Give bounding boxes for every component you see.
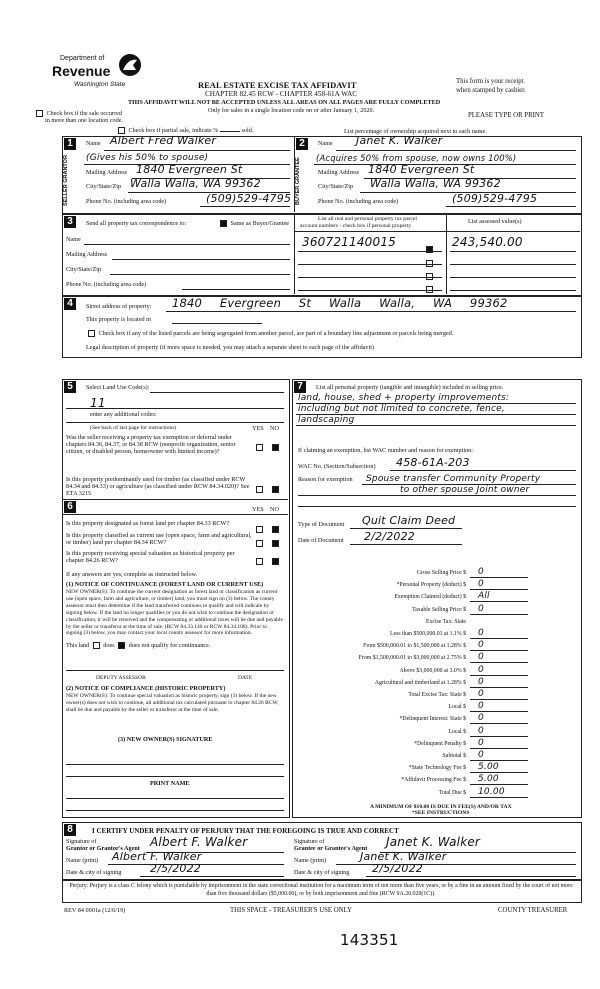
dept-line1: Department of (60, 55, 105, 62)
tax-row-label: *Delinquent Penalty $ (414, 740, 466, 747)
buyer-phone-label: Phone No. (including area code) (318, 198, 399, 205)
grantor-print-label: Name (print) (66, 857, 99, 864)
section-5-number: 5 (64, 381, 76, 393)
grantee-print-label: Name (print) (294, 857, 327, 864)
minimum-due: A MINIMUM OF $10.00 IS DUE IN FEE(S) AND/OR TAX (370, 804, 512, 810)
dept-line3: Washington State (74, 81, 126, 88)
seller-address-label: Mailing Address (86, 169, 128, 176)
list-pct-note: List percentage of ownership acquired next to each name. (344, 128, 487, 135)
wac-value[interactable]: 458-61A-203 (396, 456, 470, 469)
seller-name-note: (Gives his 50% to spouse) (86, 153, 209, 163)
s5-q2-no[interactable] (270, 480, 281, 498)
multi-location-label-1: Check box if the sale occurred (46, 110, 122, 117)
does-not-checkbox[interactable] (118, 642, 125, 649)
tax-row-label: Total Excise Tax: State $ (408, 692, 466, 698)
s3-name-label: Name (66, 236, 81, 243)
s6-q2-yes[interactable] (254, 534, 265, 552)
located-in-label: This property is located in (86, 316, 151, 323)
tax-row-value[interactable]: 10.00 (478, 786, 505, 797)
see-back-label: (See back of last page for instructions) (90, 425, 177, 431)
s6-no: NO (270, 506, 279, 513)
tax-row-label: *Personal Property (deduct) $ (396, 582, 466, 589)
personal-prop-line-1[interactable]: land, house, shed + property improvements: (298, 393, 510, 403)
wac-label: WAC No. (Section/Subsection) (298, 463, 376, 470)
county-treasurer: COUNTY TREASURER (498, 907, 568, 914)
parcels-head-1: List all real and personal property tax parcel (318, 216, 417, 222)
tax-row-label: Subtotal $ (442, 753, 466, 759)
tax-row-label: *State Technology Fee $ (408, 765, 466, 772)
tax-row-value[interactable]: 0 (478, 725, 484, 736)
personal-prop-label: List all personal property (tangible and intangible) included in selling price. (316, 384, 504, 391)
please-type: PLEASE TYPE OR PRINT (468, 112, 544, 119)
grantor-print-value[interactable]: Albert F. Walker (112, 850, 202, 863)
seller-address-value[interactable]: 1840 Evergreen St (136, 163, 243, 176)
seller-city-value[interactable]: Walla Walla, WA 99362 (130, 177, 261, 190)
treasurer-only: THIS SPACE - TREASURER'S USE ONLY (230, 907, 352, 914)
s6-yes: YES (252, 506, 264, 513)
form-rev: REV 84 0001a (12/6/19) (64, 907, 126, 914)
parcels-head-2: account numbers - check box if personal property (300, 223, 412, 229)
land-use-label: Select Land Use Code(s): (86, 384, 150, 391)
legal-label: Legal description of property (if more space is needed, you may attach a separate sheet to each page of the affidavit) (86, 344, 374, 351)
tax-row-value[interactable]: 5.00 (478, 762, 499, 773)
tax-row-label: *Delinquent Interest: State $ (399, 716, 466, 723)
s3-city-label: City/State/Zip (66, 266, 102, 273)
tax-row-value[interactable]: 0 (478, 652, 484, 663)
buyer-name-value[interactable]: Janet K. Walker (356, 134, 443, 147)
grantor-date-value[interactable]: 2/5/2022 (150, 862, 202, 875)
buyer-side-label: BUYER GRANTEE (295, 157, 301, 205)
buyer-address-label: Mailing Address (318, 169, 360, 176)
doc-date-value[interactable]: 2/2/2022 (364, 530, 416, 543)
seller-phone-value[interactable]: (509)529-4795 (206, 192, 292, 205)
additional-codes-label: enter any additional codes: (90, 411, 157, 418)
revenue-logo (52, 53, 142, 93)
section-7-number: 7 (294, 381, 306, 393)
this-land-label: This land (66, 642, 90, 649)
grantee-date-label: Date & city of signing (294, 869, 350, 876)
s6-q3: Is this property receiving special valuation as historical property per chapter 84.26 RCW? (66, 550, 235, 565)
seller-side-label: SELLER GRANTOR (63, 155, 69, 207)
personal-prop-line-3[interactable]: landscaping (298, 415, 355, 425)
land-use-value[interactable]: 11 (90, 396, 106, 410)
grantee-print-value[interactable]: Janet K. Walker (360, 850, 447, 863)
seller-city-label: City/State/Zip (86, 183, 122, 190)
s5-q1-no[interactable] (270, 438, 281, 456)
multi-location-label-2: in more than one location code. (45, 117, 124, 124)
buyer-name-note: (Acquires 50% from spouse, now owns 100%) (316, 153, 517, 163)
tax-row-value[interactable]: 0 (478, 567, 484, 577)
compliance-text: NEW OWNER(S): To continue special valuation as historic property, sign (3) below. If the new owner(s) does not wish to continue, all additional tax calculated pursuant to chapter 84.26 RCW, shall be due and payable by the seller or transferor at the time of sale. (66, 693, 279, 713)
deputy-date-label: DATE (238, 675, 253, 681)
tax-row-value[interactable]: 0 (478, 664, 484, 675)
does-checkbox[interactable] (93, 642, 100, 649)
street-value[interactable]: 1840 Evergreen St Walla Walla, WA 99362 (172, 296, 508, 310)
continuance-choice (66, 642, 210, 650)
sig-grantee-label-1: Signature of (294, 838, 325, 845)
segregated-checkbox[interactable] (88, 330, 95, 337)
only-sales-line: Only for sales in a single location code on or after January 1, 2020. (208, 107, 375, 114)
s5-no: NO (270, 425, 279, 432)
tax-row-value[interactable]: 0 (478, 713, 484, 724)
certify-line: I CERTIFY UNDER PENALTY OF PERJURY THAT THE FOREGOING IS TRUE AND CORRECT (92, 827, 399, 835)
tax-row-label: From $500,000.01 to $1,500,000 at 1.28% $ (363, 643, 466, 650)
tax-row-label: Less than $500,000.01 at 1.1% $ (390, 631, 466, 637)
print-name-label: PRINT NAME (150, 780, 190, 787)
sig-grantee-label-2: Grantee or Grantee's Agent (294, 845, 368, 852)
assessed-value[interactable]: 243,540.00 (452, 235, 523, 249)
receipt-note-1: This form is your receipt (456, 78, 524, 85)
s5-q2-yes[interactable] (254, 480, 265, 498)
sig-grantor-label-2: Grantor or Grantor's Agent (66, 845, 140, 852)
tax-row-value[interactable]: 0 (478, 628, 484, 638)
grantor-date-label: Date & city of signing (66, 869, 122, 876)
seller-phone-label: Phone No. (including area code) (86, 198, 167, 205)
reason-line-1[interactable]: Spouse transfer Community Property (366, 474, 541, 484)
revenue-logo-icon (118, 53, 142, 77)
s6-q2-no[interactable] (270, 534, 281, 552)
tax-row-label: Agricultural and timberland at 1.28% $ (374, 679, 466, 686)
tax-row-value[interactable]: 5.00 (478, 774, 499, 785)
tax-row-label: Gross Selling Price $ (416, 570, 466, 576)
seller-name-value[interactable]: Albert Fred Walker (110, 134, 217, 147)
same-as-buyer-label: Same as Buyer/Grantee (230, 220, 289, 227)
tax-row-label: Above $3,000,000 at 3.0% $ (399, 667, 466, 674)
reason-line-2[interactable]: to other spouse Joint owner (400, 485, 530, 495)
s5-q2: Is this property predominantly used for timber (as classified under RCW 84.34 and 84.33) or agriculture (as classified under RCW 84.34.020)? See ETA 3215 (66, 476, 250, 498)
parcel-value[interactable]: 360721140015 (302, 235, 397, 249)
send-to-label: Send all property tax correspondence to: (86, 220, 187, 227)
section-4-number: 4 (64, 298, 76, 310)
buyer-address-value[interactable]: 1840 Evergreen St (368, 163, 475, 176)
tax-row-value[interactable]: 0 (478, 579, 484, 590)
stamp-number: 143351 (340, 931, 399, 949)
assessed-head: List assessed value(s) (468, 218, 522, 225)
sold-label: sold. (241, 127, 254, 134)
tax-row-label: Taxable Selling Price $ (412, 606, 466, 613)
buyer-city-value[interactable]: Walla Walla, WA 99362 (370, 177, 501, 190)
tax-row-value[interactable]: 0 (478, 676, 484, 687)
buyer-city-label: City/State/Zip (318, 183, 354, 190)
tax-row-label: Local $ (448, 704, 466, 711)
section-6-number: 6 (64, 501, 76, 513)
same-as-buyer[interactable] (218, 220, 289, 228)
tax-row-label: Excise Tax: State (425, 618, 466, 625)
continuance-title: (1) NOTICE OF CONTINUANCE (FOREST LAND OR CURRENT USE) (66, 581, 264, 588)
signature-title: (3) NEW OWNER(S) SIGNATURE (118, 736, 213, 743)
section-3-number: 3 (64, 216, 76, 228)
claiming-label: If claiming an exemption, list WAC number and reason for exemption: (298, 447, 473, 454)
sig-grantee-value[interactable]: Janet K. Walker (386, 835, 481, 849)
see-instructions: *SEE INSTRUCTIONS (412, 810, 470, 816)
s6-q2: Is this property classified as current use (open space, farm and agricultural, or timber) land per chapter 84.34 RCW? (66, 532, 252, 547)
tax-row-label: Exemption Claimed (deduct) $ (394, 594, 466, 601)
tax-row-value[interactable]: 0 (478, 750, 484, 760)
s6-if-yes: If any answers are yes, complete as instructed below. (66, 571, 198, 578)
multi-location-checkbox[interactable] (36, 110, 43, 117)
tax-row-label: From $1,500,000.01 to $3,000,000 at 2.75% $ (358, 655, 466, 662)
tax-row-value[interactable]: 0 (478, 603, 484, 614)
buyer-name-label: Name (318, 140, 333, 147)
s3-phone-label: Phone No. (including area code) (66, 281, 147, 288)
deputy-assessor-label: DEPUTY ASSESSOR (96, 675, 146, 681)
continuance-text: NEW OWNER(S): To continue the current designation as forest land or classification as current use (open space, farm and agriculture, or timber) land, you must sign on (3) below. The county assessor must then determine if the land transferred continues to qualify and will indicate by signing below. If the land no longer qualifies or you do not wish to continue the designation or classification, it will be removed and the compensating or additional taxes will be due and payable by the seller or transferor at the time of sale. (RCW 84.33.140 or RCW 84.34.108). Prior to signing (3) below, you may contact your local county assessor for more information. (66, 589, 283, 637)
tax-row-label: Total Due $ (438, 789, 466, 796)
s5-q1: Was the seller receiving a property tax exemption or deferral under chapters 84.36, 84.37, or 84.38 RCW (nonprofit organization, senior citizen, or disabled person, homeowner with limited income)? (66, 434, 236, 456)
segregated-label: Check box if any of the listed parcels are being segregated from another parcel, are part of a boundary line adjustment or parcels being merged. (98, 330, 454, 337)
tax-row-label: Local $ (448, 728, 466, 735)
tax-row-value[interactable]: 0 (478, 689, 484, 699)
doc-type-label: Type of Document (298, 521, 345, 528)
s5-yes: YES (252, 425, 264, 432)
form-title: REAL ESTATE EXCISE TAX AFFIDAVIT (198, 80, 357, 90)
sig-grantor-value[interactable]: Albert F. Walker (150, 835, 248, 849)
dept-line2: Revenue (52, 63, 111, 79)
tax-row-label: *Affidavit Processing Fee $ (401, 777, 466, 784)
partial-sale-label: Check box if partial sale, indicate % (128, 127, 219, 134)
s5-q1-yes[interactable] (254, 438, 265, 456)
personal-prop-line-2[interactable]: including but not limited to concrete, fence, (298, 404, 505, 414)
section-2-number: 2 (296, 138, 308, 150)
grantee-date-value[interactable]: 2/5/2022 (372, 862, 424, 875)
doc-date-label: Date of Document (298, 537, 344, 544)
perjury-text: Perjury: Perjury is a class C felony which is punishable by imprisonment in the state correctional institution for a maximum term of not more than five years, or by a fine in an amount fixed by the court of not more than five thousand dollars ($5,000.00), or by both imprisonment and fine (RCW 9A.20.020(1C)). (69, 883, 573, 897)
s6-q1: Is this property designated as forest land per chapter 84.33 RCW? (66, 520, 230, 527)
does-not-label: does not qualify for continuance. (128, 642, 211, 649)
section-1-number: 1 (64, 138, 76, 150)
seller-name-label: Name (86, 140, 101, 147)
reason-label: Reason for exemption (298, 476, 353, 483)
tax-row-value[interactable]: 0 (478, 640, 484, 651)
buyer-phone-value[interactable]: (509)529-4795 (452, 192, 538, 205)
street-label: Street address of property: (86, 303, 152, 310)
segregated-check[interactable] (86, 330, 453, 338)
sig-grantor-label-1: Signature of (66, 838, 97, 845)
s6-q3-no[interactable] (270, 552, 281, 570)
warning-line: THIS AFFIDAVIT WILL NOT BE ACCEPTED UNLESS ALL AREAS ON ALL PAGES ARE FULLY COMPLETED (128, 99, 441, 106)
does-label: does (103, 642, 115, 649)
s6-q3-yes[interactable] (254, 552, 265, 570)
section-8-number: 8 (64, 824, 76, 836)
receipt-note-2: when stamped by cashier. (456, 87, 526, 94)
doc-type-value[interactable]: Quit Claim Deed (362, 514, 456, 527)
s3-address-label: Mailing Address (66, 251, 108, 258)
compliance-title: (2) NOTICE OF COMPLIANCE (HISTORIC PROPERTY) (66, 685, 226, 692)
tax-row-value[interactable]: 0 (478, 701, 484, 712)
tax-row-value[interactable]: 0 (478, 737, 484, 748)
tax-row-value[interactable]: All (478, 591, 490, 602)
form-subtitle: CHAPTER 82.45 RCW - CHAPTER 458-61A WAC (205, 90, 358, 98)
same-as-buyer-checkbox[interactable] (220, 220, 227, 227)
